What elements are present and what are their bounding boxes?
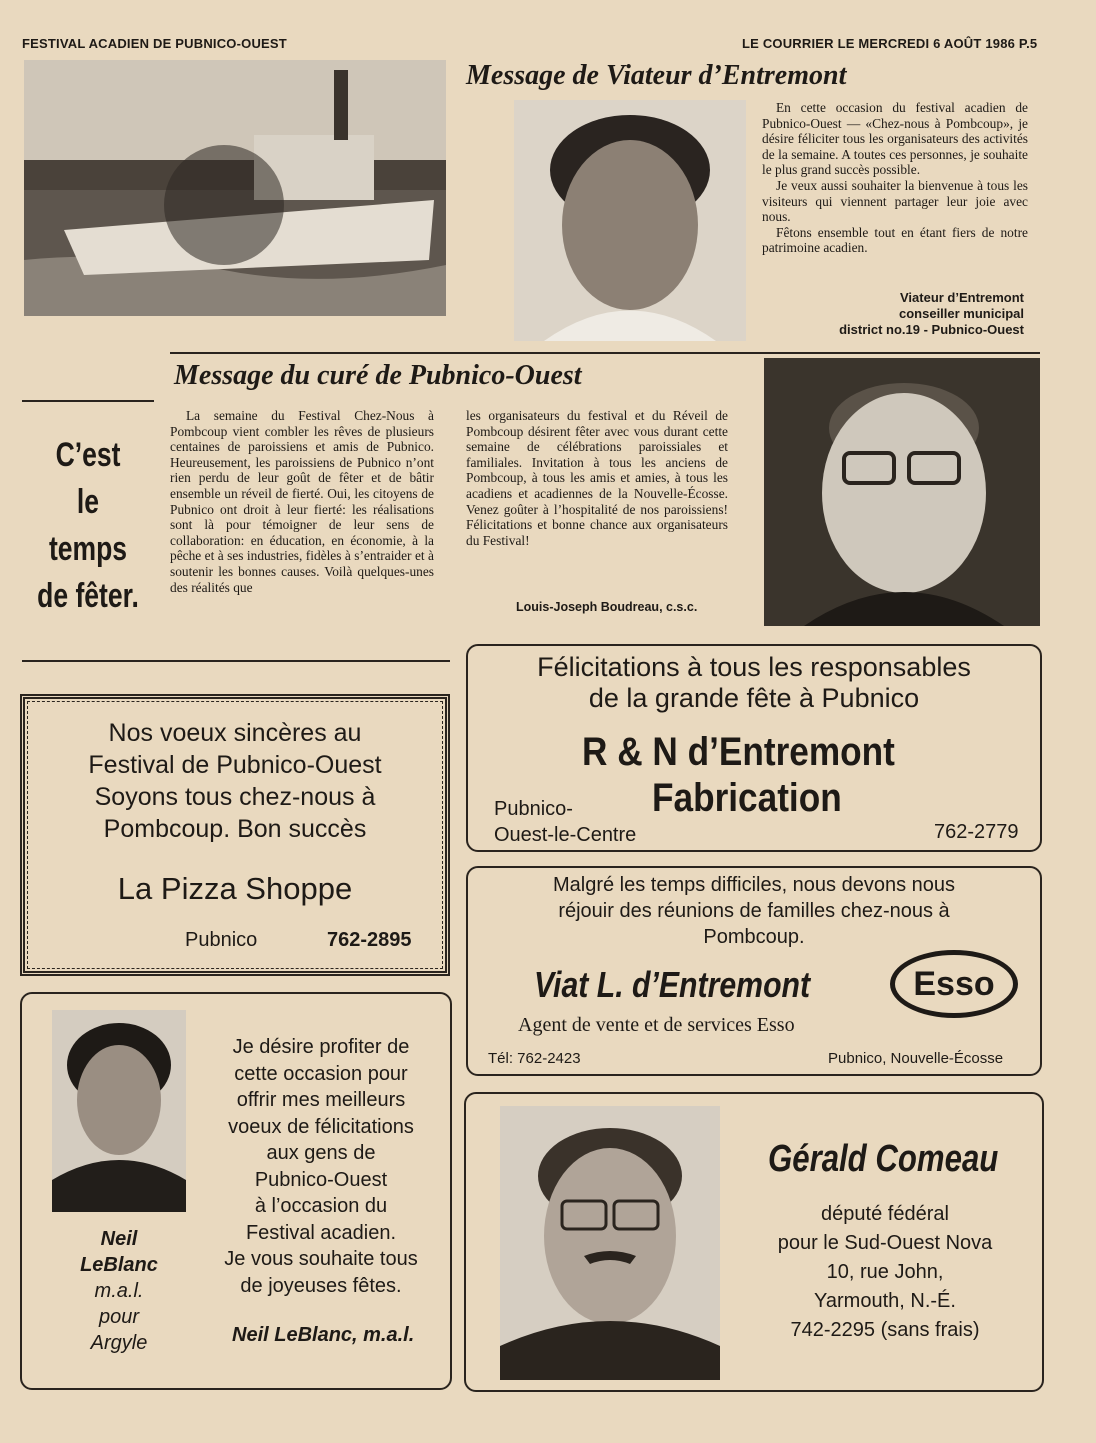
viateur-para-1: En cette occasion du festival acadien de Pubnico-Ouest — «Chez-nous à Pombcoup», je désire féliciter tous les organisateurs des activités de la semaine. A toutes ces personnes, je souhaite le plus grand succès possible. — [762, 100, 1028, 178]
neil-line-9: Je vous souhaite tous — [224, 1248, 418, 1270]
neil-role-2: pour — [98, 1306, 140, 1328]
pizza-line-2: Festival de Pubnico-Ouest — [88, 751, 382, 779]
gerald-name: Gérald Comeau — [768, 1138, 999, 1180]
rn-loc-1: Pubnico- — [494, 798, 573, 820]
neil-line-2: cette occasion pour — [234, 1062, 408, 1085]
neil-line-8: Festival acadien. — [245, 1221, 397, 1244]
viateur-sig-district: district no.19 - Pubnico-Ouest — [839, 322, 1024, 337]
neil-photo — [52, 1010, 186, 1212]
neil-caption — [52, 1226, 186, 1356]
neil-role-1: m.a.l. — [94, 1280, 144, 1302]
viateur-body — [762, 100, 1028, 256]
rule-middle — [22, 660, 450, 662]
pizza-ad — [20, 694, 450, 976]
neil-ad — [20, 992, 452, 1390]
esso-ad — [466, 866, 1042, 1076]
rule-top — [170, 352, 1040, 354]
pizza-phone: 762-2895 — [327, 929, 412, 951]
rule-slogan — [22, 400, 154, 402]
esso-logo-text: Esso — [913, 964, 995, 1003]
slogan-line-4: de fêter. — [37, 577, 139, 615]
neil-line-1: Je désire profiter de — [232, 1036, 410, 1058]
viateur-sig-role: conseiller municipal — [899, 306, 1024, 321]
neil-signature: Neil LeBlanc, m.a.l. — [232, 1324, 415, 1346]
esso-lines — [468, 872, 1040, 950]
esso-place: Pubnico, Nouvelle-Écosse — [828, 1050, 1004, 1067]
viateur-title: Message de Viateur d’Entremont — [466, 60, 847, 91]
viateur-portrait — [514, 100, 746, 341]
slogan-line-3: temps — [48, 530, 128, 568]
cure-col1: La semaine du Festival Chez-Nous à Pombcoup vient combler les rêves de plusieurs centaines de paroissiens et amis de Pubnico. Heureusement, les paroissiens de Pubnico n’ont rien perdu de leur goût de fêter et de bâtir ensemble un réveil de fierté. Oui, les citoyens de Pubnico ont droit à leur fierté: les réalisations sont là pour témoigner de leur sens de collaboration: en éducation, en économie, à la pêche et à ses industries, fidèles à s’entraider et à soutenir les bonnes causes. Voilà quelques-unes des réalités que — [170, 408, 434, 595]
boat-photo — [24, 60, 446, 316]
pizza-line-3: Soyons tous chez-nous à — [94, 783, 376, 811]
rn-phone: 762-2779 — [934, 821, 1019, 843]
neil-line-7: à l’occasion du — [254, 1195, 388, 1217]
gerald-line-2: pour le Sud-Ouest Nova — [777, 1232, 993, 1254]
neil-portrait — [52, 1010, 186, 1212]
rn-ad — [466, 644, 1042, 852]
rn-line-2: de la grande fête à Pubnico — [588, 683, 920, 713]
cure-col2: les organisateurs du festival et du Réveil de Pombcoup désirent fêter avec vous durant cette semaine de célébrations paroissiales et familiales. Invitation à tous les anciens de Pombcoup, à tous les amis et amies, à tous les acadiens et acadiennes de la Nouvelle-Écosse. Venez goûter à l’hospitalité de nos paroissiens! Félicitations et bonne chance aux organisateurs du Festival! — [466, 408, 728, 548]
gerald-photo — [500, 1106, 720, 1380]
pizza-town: Pubnico — [185, 929, 258, 951]
gerald-lines — [748, 1200, 1022, 1345]
rn-line-1: Félicitations à tous les responsables — [537, 652, 971, 682]
gerald-line-4: Yarmouth, N.-É. — [814, 1290, 956, 1312]
neil-message — [198, 1034, 444, 1299]
header-left: FESTIVAL ACADIEN DE PUBNICO-OUEST — [22, 36, 287, 51]
esso-line-3: Pombcoup. — [703, 926, 805, 948]
esso-line-1: Malgré les temps difficiles, nous devons nous — [552, 874, 956, 896]
neil-line-5: aux gens de — [266, 1142, 376, 1164]
pizza-name: La Pizza Shoppe — [117, 871, 353, 906]
cure-signature: Louis-Joseph Boudreau, c.s.c. — [516, 600, 698, 614]
header-right: LE COURRIER LE MERCREDI 6 AOÛT 1986 P.5 — [742, 36, 1038, 51]
rn-loc-2: Ouest-le-Centre — [494, 824, 637, 846]
rn-name-1: R & N d’Entremont — [582, 730, 895, 774]
pizza-lines — [25, 717, 445, 845]
neil-line-6: Pubnico-Ouest — [254, 1168, 388, 1191]
esso-name: Viat L. d’Entremont — [534, 964, 811, 1005]
viateur-para-3: Fêtons ensemble tout en étant fiers de notre patrimoine acadien. — [762, 224, 1028, 256]
slogan — [22, 432, 154, 620]
cure-portrait — [764, 358, 1040, 626]
viateur-photo — [514, 100, 746, 341]
slogan-line-1: C’est — [55, 436, 121, 474]
neil-line-10: de joyeuses fêtes. — [240, 1274, 402, 1297]
rn-name-2: Fabrication — [652, 776, 842, 820]
boat-image — [24, 60, 446, 316]
neil-caption-first: Neil — [100, 1228, 138, 1250]
pizza-line-1: Nos voeux sincères au — [108, 719, 362, 747]
viateur-signature — [760, 290, 1024, 338]
viateur-para-2: Je veux aussi souhaiter la bienvenue à tous les visiteurs qui viennent partager leur joie avec nous. — [762, 177, 1028, 225]
neil-line-3: offrir mes meilleurs — [236, 1089, 406, 1111]
slogan-line-2: le — [76, 483, 100, 521]
cure-title: Message du curé de Pubnico-Ouest — [174, 360, 582, 391]
cure-photo — [764, 358, 1040, 626]
esso-agent: Agent de vente et de services Esso — [518, 1014, 795, 1036]
neil-role-3: Argyle — [90, 1332, 148, 1354]
gerald-line-1: député fédéral — [821, 1203, 949, 1225]
esso-line-2: réjouir des réunions de familles chez-nous à — [558, 900, 950, 922]
gerald-line-5: 742-2295 (sans frais) — [790, 1319, 980, 1341]
neil-line-4: voeux de félicitations — [228, 1115, 414, 1138]
gerald-line-3: 10, rue John, — [826, 1261, 944, 1283]
esso-tel: Tél: 762-2423 — [488, 1050, 581, 1067]
esso-logo — [890, 950, 1018, 1018]
gerald-ad — [464, 1092, 1044, 1392]
viateur-sig-name: Viateur d’Entremont — [899, 290, 1024, 305]
gerald-portrait — [500, 1106, 720, 1380]
neil-caption-last: LeBlanc — [80, 1254, 158, 1276]
pizza-line-4: Pombcoup. Bon succès — [103, 815, 367, 843]
